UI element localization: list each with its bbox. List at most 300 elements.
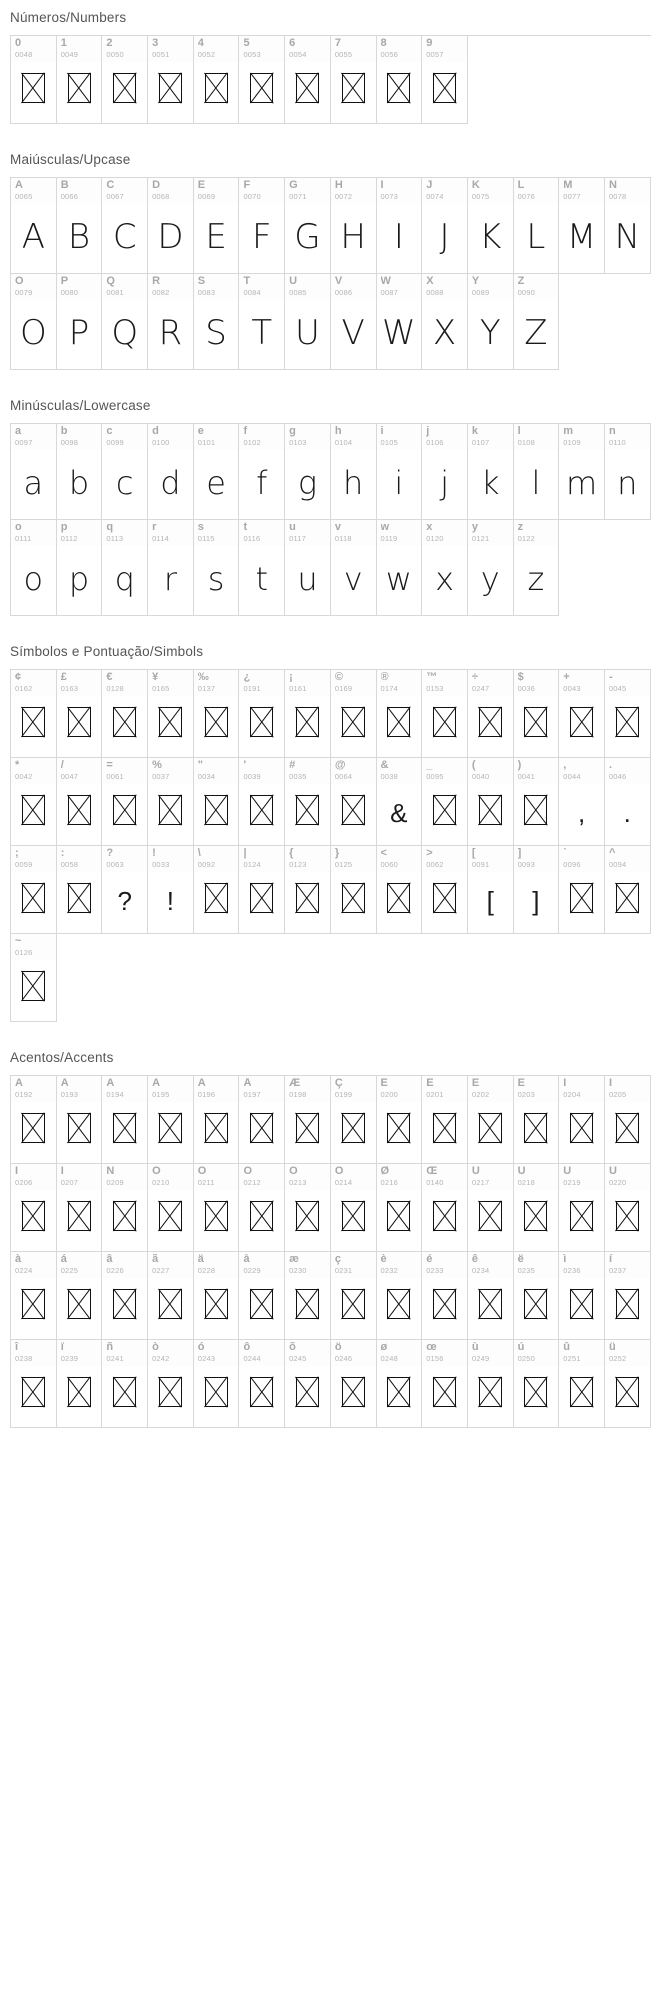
glyph-cell[interactable] <box>331 274 377 370</box>
glyph-character-label: % <box>152 760 162 771</box>
glyph-cell[interactable] <box>239 1164 285 1252</box>
glyph-cell[interactable] <box>559 846 605 934</box>
glyph-preview <box>194 450 239 519</box>
glyph-cell[interactable] <box>377 1252 423 1340</box>
glyph-char: C <box>112 216 137 257</box>
glyph-cell[interactable] <box>57 424 103 520</box>
glyph-cell[interactable] <box>102 758 148 846</box>
glyph-character-label: { <box>289 848 294 859</box>
missing-glyph-icon <box>22 1113 45 1143</box>
missing-glyph-icon <box>387 1377 410 1407</box>
missing-glyph-icon <box>387 1113 410 1143</box>
glyph-code-label: 0122 <box>517 534 536 543</box>
glyph-cell[interactable] <box>102 424 148 520</box>
glyph-code-label: 0247 <box>471 684 490 693</box>
glyph-cell[interactable] <box>57 670 103 758</box>
glyph-preview <box>514 546 559 615</box>
glyph-cell[interactable] <box>377 1076 423 1164</box>
glyph-cell[interactable] <box>514 1340 560 1428</box>
glyph-cell[interactable] <box>57 520 103 616</box>
glyph-code-label: 0241 <box>106 1354 124 1363</box>
glyph-meta <box>148 274 193 300</box>
glyph-character-label: È <box>380 1078 388 1089</box>
glyph-cell[interactable] <box>331 520 377 616</box>
glyph-meta <box>148 1164 193 1190</box>
glyph-cell[interactable] <box>148 1164 194 1252</box>
glyph-cell[interactable] <box>57 1340 103 1428</box>
glyph-meta <box>331 520 376 546</box>
glyph-code-label: 0101 <box>197 438 216 447</box>
glyph-cell[interactable] <box>559 758 605 846</box>
glyph-cell[interactable] <box>285 520 331 616</box>
glyph-code-label: 0193 <box>60 1090 79 1099</box>
glyph-character-label: w <box>380 522 390 533</box>
glyph-meta <box>331 1076 376 1102</box>
glyph-character-label: ~ <box>15 936 22 947</box>
glyph-meta <box>11 424 56 450</box>
glyph-cell[interactable] <box>194 178 240 274</box>
glyph-cell[interactable] <box>605 1340 651 1428</box>
glyph-cell[interactable] <box>514 520 560 616</box>
glyph-code-label: 0095 <box>426 772 444 781</box>
glyph-cell[interactable] <box>194 36 240 124</box>
missing-glyph-icon <box>159 73 182 103</box>
glyph-cell[interactable] <box>285 1164 331 1252</box>
glyph-character-label: œ <box>426 1342 437 1353</box>
glyph-cell[interactable] <box>605 424 651 520</box>
glyph-cell[interactable] <box>239 1340 285 1428</box>
glyph-preview <box>102 696 147 757</box>
glyph-char: H <box>340 216 366 257</box>
glyph-code-label: 0214 <box>334 1178 353 1187</box>
glyph-preview <box>57 1190 102 1251</box>
glyph-cell[interactable] <box>194 670 240 758</box>
glyph-cell[interactable] <box>331 424 377 520</box>
glyph-cell[interactable] <box>559 178 605 274</box>
glyph-cell[interactable] <box>102 36 148 124</box>
glyph-preview <box>377 204 422 273</box>
glyph-cell[interactable] <box>57 1076 103 1164</box>
glyph-cell[interactable] <box>194 1340 240 1428</box>
glyph-meta <box>377 424 422 450</box>
glyph-cell[interactable] <box>239 1076 285 1164</box>
glyph-preview <box>514 1102 559 1163</box>
glyph-character-label: ? <box>106 848 114 859</box>
glyph-meta <box>194 274 239 300</box>
missing-glyph-icon <box>159 1113 182 1143</box>
glyph-cell[interactable] <box>11 520 57 616</box>
missing-glyph-icon <box>296 1289 319 1319</box>
glyph-cell[interactable] <box>559 670 605 758</box>
glyph-character-label: Ú <box>517 1166 526 1177</box>
glyph-cell[interactable] <box>239 36 285 124</box>
glyph-cell[interactable] <box>11 1252 57 1340</box>
glyph-cell[interactable] <box>377 424 423 520</box>
glyph-cell[interactable] <box>422 424 468 520</box>
glyph-cell[interactable] <box>422 1340 468 1428</box>
glyph-cell[interactable] <box>11 1076 57 1164</box>
glyph-cell[interactable] <box>514 274 560 370</box>
glyph-preview <box>148 62 193 123</box>
glyph-code-label: 0065 <box>15 192 33 201</box>
glyph-cell[interactable] <box>285 670 331 758</box>
glyph-cell[interactable] <box>148 1252 194 1340</box>
glyph-code-label: 0034 <box>197 772 216 781</box>
glyph-character-label: © <box>334 672 343 683</box>
glyph-character-label: Ê <box>471 1078 480 1089</box>
glyph-meta <box>377 1252 422 1278</box>
glyph-cell[interactable] <box>331 178 377 274</box>
glyph-cell[interactable] <box>57 1252 103 1340</box>
glyph-cell[interactable] <box>468 1164 514 1252</box>
glyph-cell[interactable] <box>422 274 468 370</box>
glyph-cell[interactable] <box>422 1252 468 1340</box>
glyph-cell[interactable] <box>194 846 240 934</box>
glyph-cell[interactable] <box>605 758 651 846</box>
glyph-code-label: 0249 <box>471 1354 490 1363</box>
glyph-code-label: 0200 <box>380 1090 398 1099</box>
glyph-cell[interactable] <box>148 1340 194 1428</box>
glyph-cell[interactable] <box>102 1164 148 1252</box>
glyph-cell[interactable] <box>285 424 331 520</box>
glyph-meta <box>377 1340 422 1366</box>
missing-glyph-icon <box>22 795 45 825</box>
glyph-cell[interactable] <box>194 1164 240 1252</box>
glyph-cell[interactable] <box>57 274 103 370</box>
glyph-cell[interactable] <box>605 178 651 274</box>
glyph-cell[interactable] <box>285 846 331 934</box>
glyph-preview <box>468 1190 513 1251</box>
missing-glyph-icon <box>68 883 91 913</box>
glyph-cell[interactable] <box>57 36 103 124</box>
glyph-cell[interactable] <box>285 1252 331 1340</box>
glyph-code-label: 0040 <box>471 772 490 781</box>
glyph-char: c <box>115 463 134 502</box>
glyph-cell[interactable] <box>559 1164 605 1252</box>
glyph-cell[interactable] <box>605 1076 651 1164</box>
glyph-cell[interactable] <box>468 520 514 616</box>
glyph-cell[interactable] <box>514 424 560 520</box>
glyph-preview <box>102 872 147 933</box>
glyph-cell[interactable] <box>468 1076 514 1164</box>
glyph-cell[interactable] <box>331 1164 377 1252</box>
glyph-cell[interactable] <box>422 1076 468 1164</box>
glyph-cell[interactable] <box>468 1340 514 1428</box>
glyph-cell[interactable] <box>559 424 605 520</box>
glyph-cell[interactable] <box>11 178 57 274</box>
glyph-cell[interactable] <box>102 274 148 370</box>
glyph-cell[interactable] <box>377 274 423 370</box>
glyph-cell[interactable] <box>11 758 57 846</box>
glyph-preview <box>239 1190 284 1251</box>
glyph-preview <box>194 1190 239 1251</box>
glyph-preview <box>331 546 376 615</box>
glyph-meta <box>148 178 193 204</box>
glyph-cell[interactable] <box>194 1252 240 1340</box>
glyph-meta <box>468 274 513 300</box>
glyph-character-label: m <box>563 426 574 437</box>
glyph-code-label: 0125 <box>334 860 353 869</box>
glyph-character-label: ç <box>334 1254 341 1265</box>
glyph-character-label: ê <box>471 1254 478 1265</box>
glyph-cell[interactable] <box>194 1076 240 1164</box>
glyph-preview <box>559 784 604 845</box>
glyph-preview <box>194 696 239 757</box>
glyph-grid <box>10 177 651 370</box>
glyph-cell[interactable] <box>605 1252 651 1340</box>
missing-glyph-icon <box>159 795 182 825</box>
glyph-cell[interactable] <box>148 36 194 124</box>
glyph-meta <box>331 758 376 784</box>
glyph-character-label: r <box>152 522 157 533</box>
glyph-cell[interactable] <box>285 178 331 274</box>
glyph-cell[interactable] <box>194 424 240 520</box>
glyph-code-label: 0036 <box>517 684 536 693</box>
glyph-cell[interactable] <box>148 670 194 758</box>
missing-glyph-icon <box>570 1113 593 1143</box>
glyph-cell[interactable] <box>194 758 240 846</box>
glyph-meta <box>422 670 467 696</box>
glyph-character-label: N <box>608 180 617 191</box>
glyph-cell[interactable] <box>285 758 331 846</box>
glyph-cell[interactable] <box>422 520 468 616</box>
glyph-cell[interactable] <box>331 670 377 758</box>
glyph-cell[interactable] <box>422 36 468 124</box>
missing-glyph-icon <box>342 1201 365 1231</box>
glyph-cell[interactable] <box>468 274 514 370</box>
glyph-cell[interactable] <box>148 846 194 934</box>
glyph-cell[interactable] <box>57 758 103 846</box>
glyph-character-label: J <box>426 180 433 191</box>
glyph-cell[interactable] <box>11 934 57 1022</box>
glyph-cell[interactable] <box>57 846 103 934</box>
glyph-character-label: Y <box>471 276 480 287</box>
glyph-preview <box>514 1366 559 1427</box>
glyph-cell[interactable] <box>194 274 240 370</box>
glyph-meta <box>377 520 422 546</box>
glyph-cell[interactable] <box>57 178 103 274</box>
glyph-cell[interactable] <box>605 670 651 758</box>
glyph-cell[interactable] <box>331 1340 377 1428</box>
glyph-cell[interactable] <box>468 758 514 846</box>
glyph-meta <box>514 670 559 696</box>
glyph-cell[interactable] <box>148 274 194 370</box>
glyph-cell[interactable] <box>514 1252 560 1340</box>
glyph-cell[interactable] <box>377 1164 423 1252</box>
glyph-cell[interactable] <box>11 670 57 758</box>
glyph-preview <box>148 1366 193 1427</box>
glyph-code-label: 0105 <box>380 438 398 447</box>
glyph-cell[interactable] <box>57 1164 103 1252</box>
glyph-cell[interactable] <box>377 36 423 124</box>
glyph-meta <box>11 1076 56 1102</box>
glyph-cell[interactable] <box>377 178 423 274</box>
glyph-code-label: 0064 <box>334 772 353 781</box>
missing-glyph-icon <box>22 707 45 737</box>
missing-glyph-icon <box>113 1201 136 1231</box>
glyph-cell[interactable] <box>11 424 57 520</box>
missing-glyph-icon <box>296 883 319 913</box>
glyph-char: s <box>207 559 225 598</box>
glyph-cell[interactable] <box>468 424 514 520</box>
glyph-cell[interactable] <box>377 758 423 846</box>
glyph-meta <box>11 178 56 204</box>
glyph-cell[interactable] <box>285 1076 331 1164</box>
glyph-meta <box>194 1340 239 1366</box>
glyph-cell[interactable] <box>102 1252 148 1340</box>
glyph-cell[interactable] <box>422 1164 468 1252</box>
glyph-character-label: ä <box>197 1254 204 1265</box>
glyph-cell[interactable] <box>422 846 468 934</box>
glyph-meta <box>468 178 513 204</box>
glyph-cell[interactable] <box>377 846 423 934</box>
glyph-preview <box>468 872 513 933</box>
glyph-cell[interactable] <box>514 758 560 846</box>
glyph-cell[interactable] <box>559 1076 605 1164</box>
glyph-cell[interactable] <box>102 1076 148 1164</box>
glyph-cell[interactable] <box>11 846 57 934</box>
glyph-cell[interactable] <box>239 670 285 758</box>
glyph-character-label: õ <box>289 1342 296 1353</box>
glyph-preview <box>377 1102 422 1163</box>
glyph-meta <box>194 520 239 546</box>
glyph-cell[interactable] <box>468 178 514 274</box>
glyph-cell[interactable] <box>148 520 194 616</box>
glyph-preview <box>514 1190 559 1251</box>
glyph-preview <box>331 784 376 845</box>
glyph-code-label: 0111 <box>15 534 32 543</box>
glyph-cell[interactable] <box>468 670 514 758</box>
glyph-character-label: Ó <box>197 1166 207 1177</box>
missing-glyph-icon <box>433 795 456 825</box>
glyph-character-label: ò <box>152 1342 159 1353</box>
glyph-character-label: l <box>517 426 521 437</box>
glyph-cell[interactable] <box>239 1252 285 1340</box>
glyph-meta <box>11 1164 56 1190</box>
glyph-cell[interactable] <box>194 520 240 616</box>
glyph-char: ! <box>166 885 175 916</box>
glyph-cell[interactable] <box>422 758 468 846</box>
glyph-char: g <box>297 463 318 502</box>
glyph-cell[interactable] <box>605 1164 651 1252</box>
glyph-cell[interactable] <box>605 846 651 934</box>
glyph-cell[interactable] <box>377 670 423 758</box>
glyph-preview <box>605 450 650 519</box>
glyph-cell[interactable] <box>468 846 514 934</box>
glyph-cell[interactable] <box>148 424 194 520</box>
glyph-cell[interactable] <box>148 1076 194 1164</box>
glyph-code-label: 0196 <box>197 1090 216 1099</box>
glyph-cell[interactable] <box>422 178 468 274</box>
glyph-code-label: 0239 <box>60 1354 79 1363</box>
glyph-cell[interactable] <box>331 846 377 934</box>
glyph-character-label: å <box>243 1254 250 1265</box>
glyph-code-label: 0248 <box>380 1354 398 1363</box>
glyph-cell[interactable] <box>377 1340 423 1428</box>
glyph-code-label: 0112 <box>60 534 78 543</box>
glyph-char: O <box>19 312 47 353</box>
glyph-cell[interactable] <box>514 178 560 274</box>
glyph-cell[interactable] <box>102 1340 148 1428</box>
glyph-cell[interactable] <box>239 846 285 934</box>
glyph-code-label: 0096 <box>563 860 581 869</box>
glyph-meta <box>605 846 650 872</box>
glyph-char: m <box>566 463 598 502</box>
glyph-character-label: @ <box>334 760 346 771</box>
glyph-cell[interactable] <box>331 36 377 124</box>
glyph-cell[interactable] <box>422 670 468 758</box>
glyph-cell[interactable] <box>102 178 148 274</box>
glyph-preview <box>377 1190 422 1251</box>
glyph-code-label: 0251 <box>563 1354 581 1363</box>
glyph-character-label: O <box>15 276 24 287</box>
glyph-preview <box>11 696 56 757</box>
glyph-preview <box>514 784 559 845</box>
glyph-preview <box>377 872 422 933</box>
glyph-cell[interactable] <box>514 670 560 758</box>
glyph-cell[interactable] <box>148 178 194 274</box>
glyph-meta <box>285 1252 330 1278</box>
glyph-character-label: I <box>380 180 384 191</box>
glyph-cell[interactable] <box>559 1340 605 1428</box>
glyph-cell[interactable] <box>514 846 560 934</box>
glyph-cell[interactable] <box>102 670 148 758</box>
glyph-cell[interactable] <box>11 36 57 124</box>
glyph-cell[interactable] <box>559 1252 605 1340</box>
glyph-meta <box>11 520 56 546</box>
glyph-cell[interactable] <box>239 274 285 370</box>
glyph-character-label: 1 <box>60 38 67 49</box>
glyph-cell[interactable] <box>514 1076 560 1164</box>
glyph-meta <box>57 846 102 872</box>
glyph-preview <box>102 1190 147 1251</box>
glyph-cell[interactable] <box>239 520 285 616</box>
glyph-cell[interactable] <box>102 846 148 934</box>
glyph-cell[interactable] <box>377 520 423 616</box>
glyph-char: S <box>205 312 227 353</box>
glyph-cell[interactable] <box>331 1076 377 1164</box>
glyph-preview <box>285 450 330 519</box>
glyph-cell[interactable] <box>239 424 285 520</box>
glyph-cell[interactable] <box>102 520 148 616</box>
section-accents <box>0 1040 661 1428</box>
glyph-cell[interactable] <box>285 36 331 124</box>
glyph-cell[interactable] <box>239 178 285 274</box>
glyph-cell[interactable] <box>468 1252 514 1340</box>
glyph-meta <box>468 758 513 784</box>
glyph-cell[interactable] <box>331 1252 377 1340</box>
glyph-cell[interactable] <box>148 758 194 846</box>
glyph-meta <box>285 1076 330 1102</box>
glyph-cell[interactable] <box>285 1340 331 1428</box>
missing-glyph-icon <box>159 1377 182 1407</box>
glyph-cell[interactable] <box>11 1340 57 1428</box>
glyph-character-label: E <box>197 180 206 191</box>
glyph-char: J <box>439 216 450 257</box>
glyph-cell[interactable] <box>11 1164 57 1252</box>
missing-glyph-icon <box>22 73 45 103</box>
glyph-cell[interactable] <box>285 274 331 370</box>
glyph-cell[interactable] <box>514 1164 560 1252</box>
glyph-character-label: * <box>15 760 20 771</box>
glyph-character-label: C <box>106 180 115 191</box>
glyph-cell[interactable] <box>239 758 285 846</box>
glyph-preview <box>559 1190 604 1251</box>
glyph-cell[interactable] <box>331 758 377 846</box>
glyph-code-label: 0203 <box>517 1090 536 1099</box>
glyph-code-label: 0053 <box>243 50 261 59</box>
glyph-cell[interactable] <box>11 274 57 370</box>
